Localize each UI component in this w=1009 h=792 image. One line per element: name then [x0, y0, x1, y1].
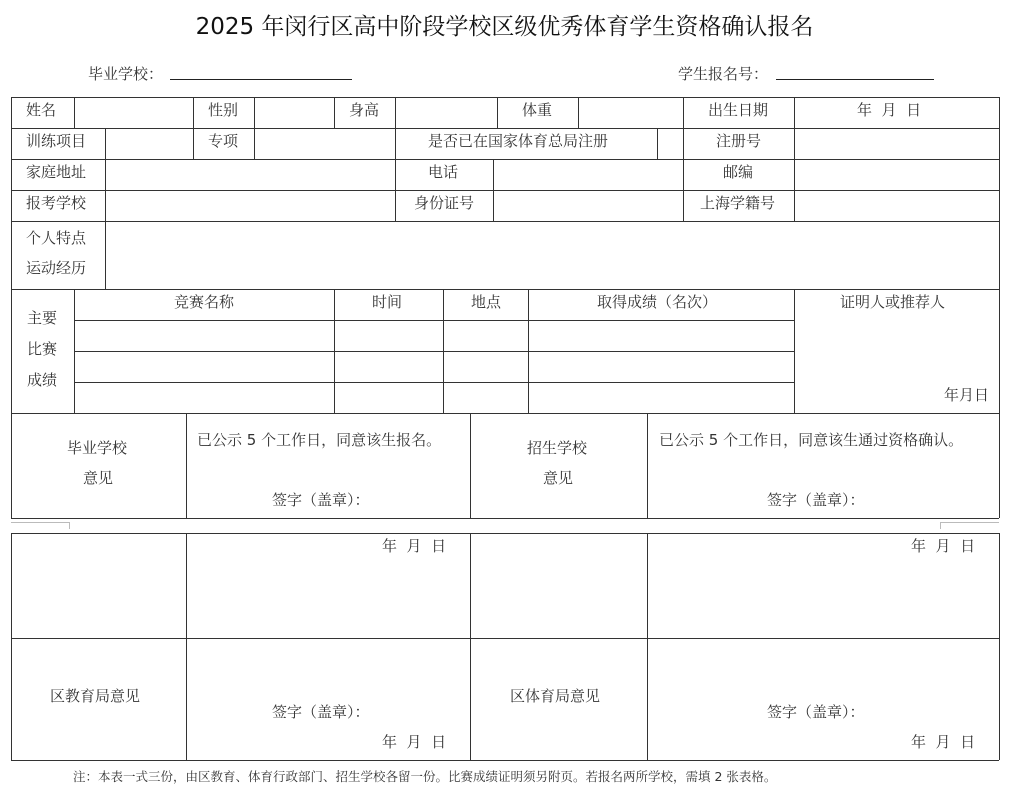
grad-school-opinion-text: 已公示 5 个工作日，同意该生报名。: [197, 431, 442, 449]
admit-school-opinion-label-1: 招生学校: [527, 439, 588, 457]
height-field[interactable]: [397, 98, 496, 127]
footnote: 注：本表一式三份，由区教育、体育行政部门、招生学校各留一份。比赛成绩证明须另附页。若报名两所学校，需填 2 张表格。: [73, 769, 777, 784]
admit-school-opinion-text: 已公示 5 个工作日，同意该生通过资格确认。: [659, 431, 964, 449]
sports-experience-label: 运动经历: [26, 259, 87, 277]
address-label: 家庭地址: [26, 163, 87, 181]
student-number-label: 学生报名号：: [678, 65, 769, 83]
page-title: 2025 年闵行区高中阶段学校区级优秀体育学生资格确认报名: [195, 14, 814, 40]
training-item-field[interactable]: [107, 129, 192, 158]
competition-place-header: 地点: [471, 293, 502, 311]
specialty-label: 专项: [208, 132, 239, 150]
admit-school-sign-label: 签字（盖章）：: [767, 491, 865, 509]
student-number-field[interactable]: [776, 79, 934, 80]
id-number-label: 身份证号: [414, 194, 475, 212]
registered-question-label: 是否已在国家体育总局注册: [428, 132, 609, 150]
id-number-field[interactable]: [495, 191, 682, 220]
birth-date-field[interactable]: 年 月 日: [857, 101, 922, 119]
competition-label-1: 主要: [27, 309, 58, 327]
competition-witness-header: 证明人或推荐人: [840, 293, 946, 311]
personal-traits-label: 个人特点: [26, 229, 87, 247]
district-sports-opinion-label: 区体育局意见: [510, 687, 601, 705]
weight-label: 体重: [522, 101, 553, 119]
gender-label: 性别: [208, 101, 239, 119]
postcode-field[interactable]: [796, 160, 998, 189]
admit-school-opinion-label-2: 意见: [543, 469, 574, 487]
name-label: 姓名: [26, 101, 57, 119]
graduation-school-label: 毕业学校：: [88, 65, 164, 83]
grad-school-sign-label: 签字（盖章）：: [272, 491, 370, 509]
witness-date: 年月日: [944, 386, 990, 404]
competition-label-2: 比赛: [27, 340, 58, 358]
graduation-school-field[interactable]: [170, 79, 352, 80]
birth-date-label: 出生日期: [708, 101, 769, 119]
gender-field[interactable]: [256, 98, 333, 127]
training-item-label: 训练项目: [26, 132, 87, 150]
competition-time-header: 时间: [372, 293, 403, 311]
grad-school-opinion-label-2: 意见: [83, 469, 114, 487]
phone-label: 电话: [428, 163, 459, 181]
personal-traits-field[interactable]: [107, 222, 998, 288]
grad-school-sign-date: 年 月 日: [382, 537, 447, 555]
competition-entries-area[interactable]: [76, 321, 793, 412]
postcode-label: 邮编: [723, 163, 754, 181]
weight-field[interactable]: [580, 98, 682, 127]
district-sports-sign-date: 年 月 日: [911, 733, 976, 751]
apply-school-field[interactable]: [107, 191, 394, 220]
registered-answer-field[interactable]: [659, 129, 682, 158]
district-edu-opinion-label: 区教育局意见: [50, 687, 141, 705]
registration-number-field[interactable]: [796, 129, 998, 158]
apply-school-label: 报考学校: [26, 194, 87, 212]
competition-label-3: 成绩: [27, 371, 58, 389]
admit-school-sign-date: 年 月 日: [911, 537, 976, 555]
shanghai-roll-label: 上海学籍号: [700, 194, 776, 212]
registration-number-label: 注册号: [716, 132, 762, 150]
district-sports-sign-label: 签字（盖章）：: [767, 703, 865, 721]
specialty-field[interactable]: [256, 129, 394, 158]
district-edu-sign-label: 签字（盖章）：: [272, 703, 370, 721]
competition-name-header: 竞赛名称: [174, 293, 235, 311]
district-edu-sign-date: 年 月 日: [382, 733, 447, 751]
grad-school-opinion-label-1: 毕业学校: [67, 439, 128, 457]
height-label: 身高: [349, 101, 380, 119]
competition-result-header: 取得成绩（名次）: [597, 293, 718, 311]
address-field[interactable]: [107, 160, 394, 189]
phone-field[interactable]: [495, 160, 682, 189]
name-field[interactable]: [76, 98, 192, 127]
shanghai-roll-field[interactable]: [796, 191, 998, 220]
